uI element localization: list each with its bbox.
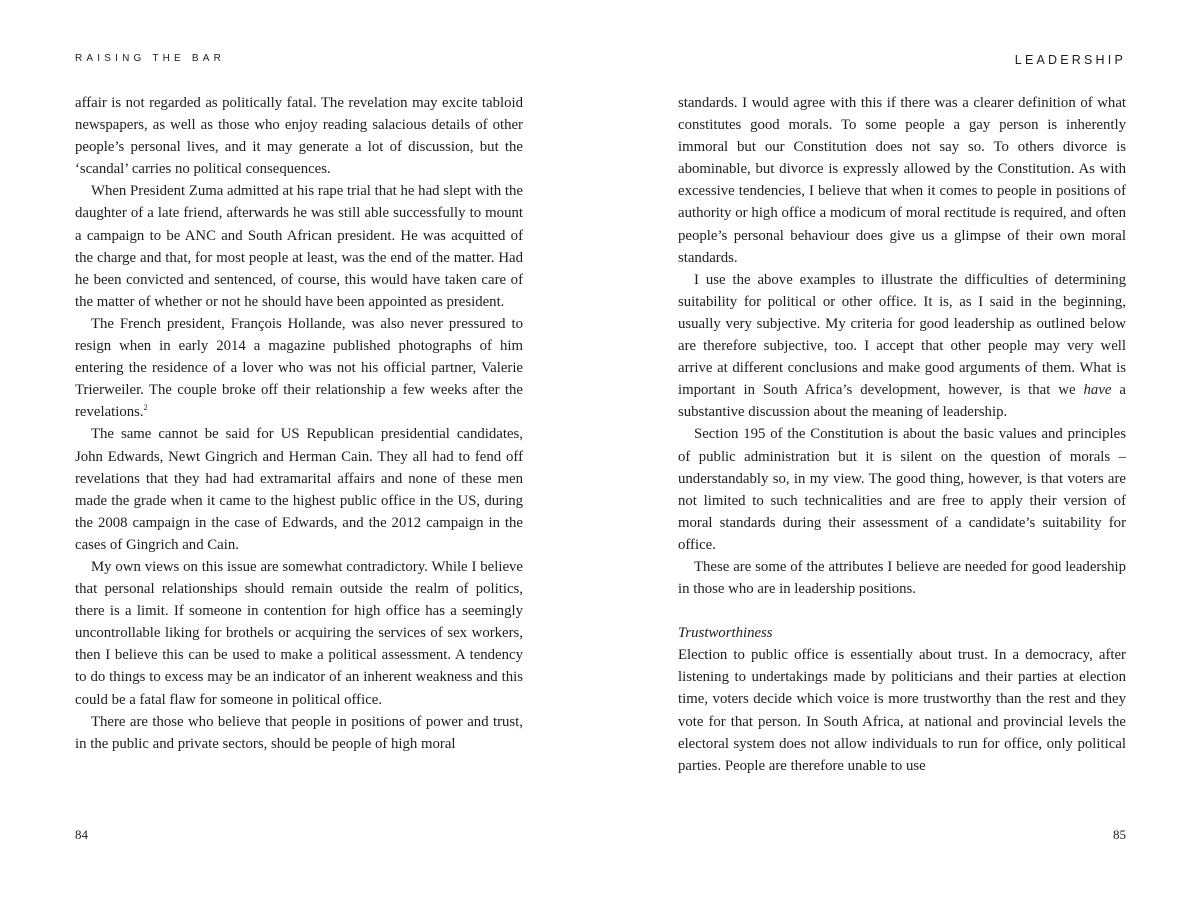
paragraph: There are those who believe that people in positions of power and trust, in the public and private sectors, should be people of high moral <box>75 713 523 752</box>
emphasis-text: have <box>1083 382 1112 399</box>
paragraph: affair is not regarded as politically fatal. The revelation may excite tabloid newspapers, as well as those who enjoy reading salacious details of other people’s personal lives, and it may generate a lot of discussion, but the ‘scandal’ carries no political consequences. <box>75 95 523 178</box>
paragraph: Section 195 of the Constitution is about the basic values and principles of public administration but it is silent on the question of morals – understandably so, in my view. The good thing, however, is that voters are not limited to such technicalities and are free to apply their version of moral standards during their assessment of a candidate’s suitability for office. <box>678 426 1126 553</box>
running-head-left: RAISING THE BAR <box>75 53 226 64</box>
right-page <box>678 0 1126 917</box>
left-page <box>75 0 523 917</box>
right-page-body <box>678 92 1126 777</box>
paragraph: standards. I would agree with this if there was a clearer definition of what constitutes good morals. To some people a gay person is inherently immoral but our Constitution does not say so. To others divorce is abominable, but divorce is expressly allowed by the Constitution. As with excessive tendencies, I believe that when it comes to people in positions of authority or high office a modicum of moral rectitude is required, and often people’s personal behaviour does give us a glimpse of their own moral standards. <box>678 95 1126 266</box>
paragraph <box>678 269 1126 424</box>
running-head-right: LEADERSHIP <box>1014 53 1126 67</box>
paragraph <box>75 313 523 423</box>
section-spacer <box>678 600 1126 622</box>
paragraph: Election to public office is essentially about trust. In a democracy, after listening to undertakings made by politicians and their parties at election time, voters decide which voice is more trustworthy than the rest and they vote for that person. In South Africa, at national and provincial levels the electoral system does not allow individuals to run for office, only political parties. People are therefore unable to use <box>678 647 1126 774</box>
paragraph: My own views on this issue are somewhat contradictory. While I believe that personal relationships should remain outside the realm of politics, there is a limit. If someone in contention for high office has a seemingly uncontrollable liking for brothels or acquiring the services of sex workers, then I believe this can be used to make a political assessment. A tendency to do things to excess may be an indicator of an inherent weakness and this could be a fatal flaw for someone in political office. <box>75 558 523 708</box>
paragraph: The same cannot be said for US Republican presidential candidates, John Edwards, Newt Gingrich and Herman Cain. They all had to fend off revelations that they had had extramarital affairs and none of these men made the grade when it came to the highest public office in the US, during the 2008 campaign in the case of Edwards, and the 2012 campaign in the cases of Gingrich and Cain. <box>75 426 523 553</box>
paragraph: These are some of the attributes I believe are needed for good leadership in those who are in leadership positions. <box>678 558 1126 598</box>
left-page-body <box>75 92 523 755</box>
paragraph-text: I use the above examples to illustrate the difficulties of determining suitability for political or other office. It is, as I said in the beginning, usually very subjective. My criteria for good leadership as outlined below are therefore subjective, too. I accept that other people may very well arrive at different conclusions and make good arguments of them. What is important in South Africa’s development, however, is that we <box>678 271 1126 399</box>
section-subheading: Trustworthiness <box>678 625 773 642</box>
paragraph-text: a substantive discussion about the meaning of leadership. <box>678 382 1126 421</box>
footnote-marker[interactable]: 2 <box>143 403 148 413</box>
paragraph-text: The French president, François Hollande, was also never pressured to resign when in early 2014 a magazine published photographs of him entering the residence of a lover who was not his official partner, Valerie Trierweiler. The couple broke off their relationship a few weeks after the revelations. <box>75 315 523 421</box>
paragraph: When President Zuma admitted at his rape trial that he had slept with the daughter of a late friend, afterwards he was still able successfully to mount a campaign to be ANC and South African president. He was acquitted of the charge and that, for most people at least, was the end of the matter. Had he been convicted and sentenced, of course, this would have taken care of the matter of whether or not he should have been appointed as president. <box>75 183 523 310</box>
page-number-right: 85 <box>1113 827 1126 842</box>
page-number-left: 84 <box>75 827 88 842</box>
